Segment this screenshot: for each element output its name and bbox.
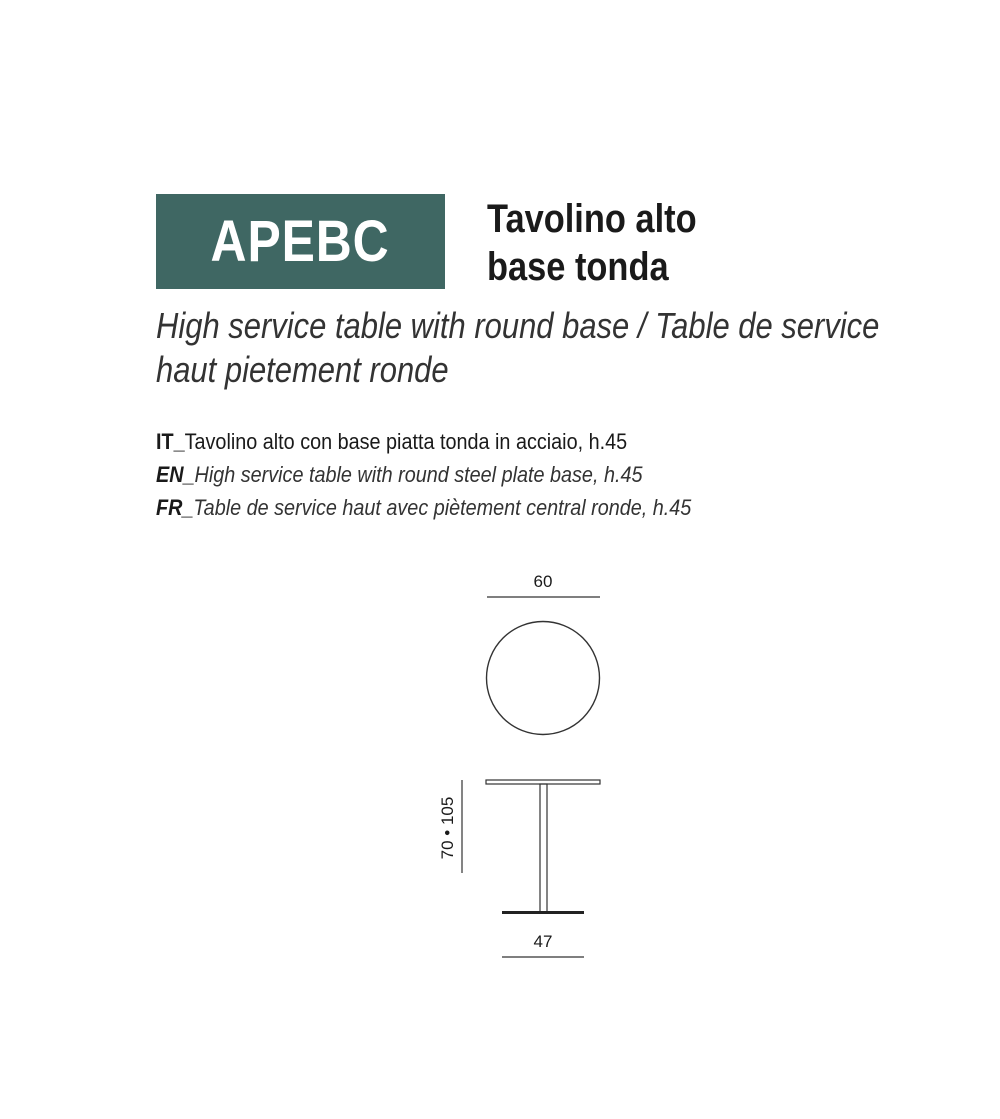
height-label: 70 • 105 xyxy=(438,796,457,860)
top-diameter-label: 60 xyxy=(533,572,553,591)
table-column xyxy=(540,784,547,912)
product-title-line-2: base tonda xyxy=(487,245,669,289)
product-subtitle-line-2: haut pietement ronde xyxy=(156,349,449,390)
description-text: High service table with round steel plate base, h.45 xyxy=(194,462,643,487)
product-title-line-1: Tavolino alto xyxy=(487,197,697,241)
description-text: Tavolino alto con base piatta tonda in acciaio, h.45 xyxy=(184,429,628,454)
language-code: EN_ xyxy=(156,462,195,487)
language-code: FR_ xyxy=(156,495,194,520)
language-code: IT_ xyxy=(156,429,185,454)
description-text: Table de service haut avec piètement central ronde, h.45 xyxy=(193,495,692,520)
base-diameter-label: 47 xyxy=(533,932,553,951)
table-top-plan-view xyxy=(487,622,600,735)
product-subtitle-line-1: High service table with round base / Table de service xyxy=(156,305,880,346)
product-code: APEBC xyxy=(211,209,390,274)
